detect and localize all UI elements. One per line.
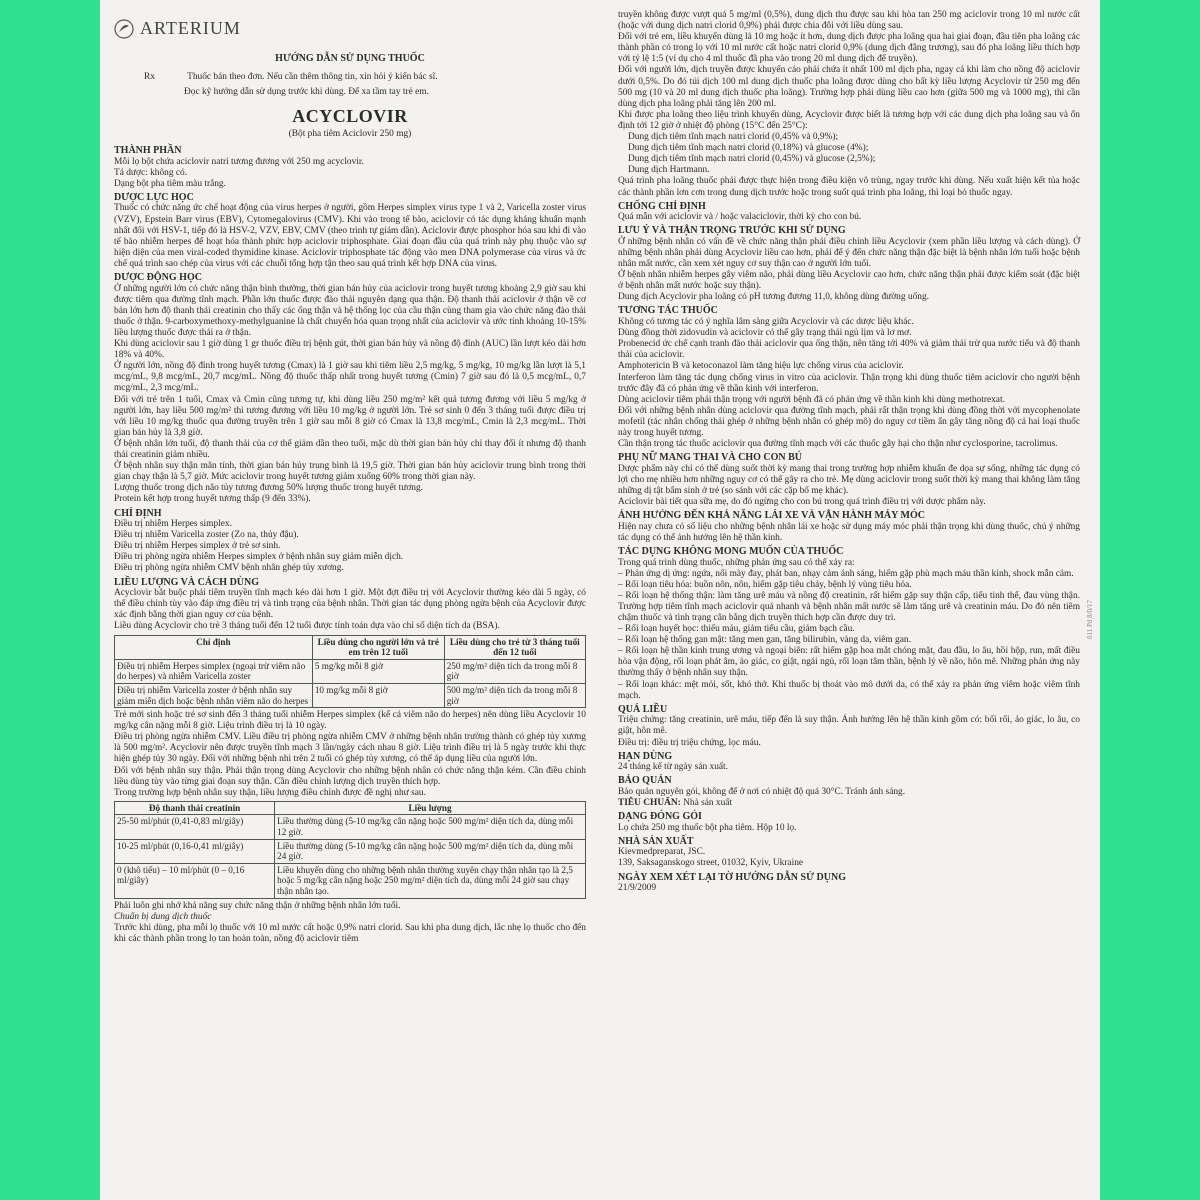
- table-row: [115, 815, 586, 839]
- subheading: Chuẩn bị dung dịch thuốc: [114, 911, 212, 922]
- table-cell: Liều thường dùng (5-10 mg/kg cân nặng hoặc 500 mg/m² diện tích da, dùng mỗi 24 giờ.: [275, 839, 586, 863]
- paragraph: Trước khi dùng, pha mỗi lọ thuốc với 10 ml nước cất hoặc 0,9% natri clorid. Sau khi pha dung dịch, lắc nhẹ lọ thuốc cho đến khi các thành phần trong lọ tan hoàn toàn, nồng độ aciclovir tiêm: [114, 922, 586, 944]
- paragraph: Hiện nay chưa có số liệu cho những bệnh nhân lái xe hoặc sử dụng máy móc phải thận trọng khi dùng thuốc, chú ý những tác dụng có thể ảnh hưởng lên hệ thần kinh.: [618, 521, 1080, 543]
- paragraph: Trong trường hợp bệnh nhân suy thận, liều lượng điều chỉnh được đề nghị như sau.: [114, 787, 426, 798]
- list-item: Dung dịch tiêm tĩnh mạch natri clorid (0,45%) và glucose (2,5%);: [628, 154, 876, 165]
- table-cell: Liều khuyến dùng cho những bệnh nhân thường xuyên chạy thận nhân tạo là 2,5 hoặc 5 mg/kg cân nặng hoặc 250 mg/m² diện tích da, dùng mỗi 24 giờ sau chạy thận nhân tạo.: [275, 863, 586, 898]
- paragraph: Dùng đồng thời zidovudin và aciclovir có thể gây trạng thái ngủ lịm và lơ mơ.: [618, 328, 912, 339]
- section-heading: TIÊU CHUẨN:: [618, 797, 681, 808]
- paragraph: Tá dược: không có.: [114, 167, 188, 178]
- table-row: [115, 659, 586, 683]
- table-header-cell: Độ thanh thải creatinin: [115, 801, 275, 815]
- paragraph: Đối với trẻ em, liều khuyến dùng là 10 mg hoặc ít hơn, dung dịch được pha loãng qua hai giai đoạn, đầu tiên pha loãng các thành phần có trong lọ với 10 ml nước cất hoặc natri clorid 0,9% (dung dịch đẳng trương), sau đó pha loãng liều thích hợp với tỷ lệ 1:5 (ví dụ cho 4 ml thuốc đã pha vào trong 20 ml dung dịch để truyền).: [618, 32, 1080, 65]
- paragraph: Interferon làm tăng tác dụng chống virus in vitro của aciclovir. Thận trọng khi dùng thuốc tiêm aciclovir cho người bệnh trước đây đã có phản ứng về thần kinh với interferon.: [618, 372, 1080, 394]
- brand-name: ARTERIUM: [140, 18, 241, 38]
- paragraph: Mỗi lọ bột chứa aciclovir natri tương đương với 250 mg acyclovir.: [114, 156, 364, 167]
- paragraph: Trong quá trình dùng thuốc, những phản ứng sau có thể xảy ra:: [618, 557, 855, 568]
- print-code: 011 Pd 8/0/17: [1086, 600, 1094, 640]
- table-cell: 10 mg/kg mỗi 8 giờ: [312, 683, 444, 707]
- rx-line-2: Đọc kỹ hướng dẫn sử dụng trước khi dùng. Để xa tầm tay trẻ em.: [184, 87, 429, 97]
- table-cell: Điều trị nhiễm Varicella zoster ở bệnh nhân suy giảm miễn dịch hoặc bệnh nhân viêm não do herpes: [115, 683, 313, 707]
- paragraph: Probenecid ức chế cạnh tranh đào thải aciclovir qua ống thận, nên tăng tới 40% và giảm thải trừ qua nước tiểu và độ thanh thải của aciclovir.: [618, 339, 1080, 361]
- section-heading: TÁC DỤNG KHÔNG MONG MUỐN CỦA THUỐC: [618, 545, 844, 557]
- paragraph: Ở bệnh nhân suy thận mãn tính, thời gian bán hủy trung bình là 19,5 giờ. Thời gian bán hủy aciclovir trung bình trong thời gian chạy thận là 5,7 giờ. Mức aciclovir trong huyết tương giảm xuống 60% trong thời gian này.: [114, 461, 586, 483]
- left-column: [114, 18, 586, 945]
- section-heading: LIỀU LƯỢNG VÀ CÁCH DÙNG: [114, 576, 260, 588]
- list-item: Điều trị nhiễm Herpes simplex.: [114, 519, 232, 530]
- section-heading: CHỐNG CHỈ ĐỊNH: [618, 200, 706, 212]
- table-cell: 10-25 ml/phút (0,16-0,41 ml/giây): [115, 839, 275, 863]
- section-heading: CHỈ ĐỊNH: [114, 507, 162, 519]
- paragraph: Aciclovir bài tiết qua sữa mẹ, do đó ngừng cho con bú trong quá trình điều trị với dược phẩm này.: [618, 497, 986, 508]
- paragraph: Lượng thuốc trong dịch não tủy tương đương 50% lượng thuốc trong huyết tương.: [114, 483, 424, 494]
- paragraph: Liều dùng Acyclovir cho trẻ 3 tháng tuổi đến 12 tuổi được tính toán dựa vào chỉ số diện tích da (BSA).: [114, 621, 500, 632]
- paragraph: Ở người lớn, nồng độ đỉnh trong huyết tương (Cmax) là 1 giờ sau khi tiêm liều 2,5 mg/kg, 5 mg/kg, 10 mg/kg lần lượt là 5,1 mcg/mL, 9,8 mcg/mL, 20,7 mcg/mL. Nồng độ thuốc thấp nhất trong huyết tương (Cmin) 7 giờ sau đó là 0,5 mcg/mL, 0,7 mcg/mL, 2,3 mcg/mL.: [114, 361, 586, 394]
- section-heading: NHÀ SẢN XUẤT: [618, 835, 694, 847]
- paragraph: Triệu chứng: tăng creatinin, urê máu, tiếp đến là suy thận. Ảnh hưởng lên hệ thần kinh gồm có: bối rối, ảo giác, lo âu, co giật, hôn mê.: [618, 715, 1080, 737]
- paragraph: Đối với người lớn, dịch truyền được khuyến cáo phải chứa ít nhất 100 ml dịch pha, ngay cả khi làm cho nồng độ aciclovir dưới 0,5%. Do đó túi dịch 100 ml dung dịch thuốc pha loãng được dùng cho bất kỳ liều lượng Acyclovir từ 250 mg đến 500 mg (10 và 20 ml dung dịch thuốc pha loãng). Trường hợp phải dùng liều cao hơn (giữa 500 mg và 1000 mg), thì cần dùng dịch pha loãng phải tăng lên 200 ml.: [618, 65, 1080, 109]
- table-row: [115, 863, 586, 898]
- paragraph: Ở những bệnh nhân có vấn đề về chức năng thận phải điều chỉnh liều Acyclovir (xem phần liều lượng và cách dùng). Ở những bệnh nhân phải dùng Acyclovir liều cao hơn, phải để ý đến chức năng thận đặc biệt là bệnh nhân lớn tuổi hoặc bệnh nhân mất nước, cần xem xét nguy cơ suy thận cao ở người lớn tuổi.: [618, 236, 1080, 270]
- list-item: Điều trị nhiễm Varicella zoster (Zo na, thủy đậu).: [114, 530, 299, 541]
- paragraph: Trẻ mới sinh hoặc trẻ sơ sinh đến 3 tháng tuổi nhiễm Herpes simplex (kể cả viêm não do herpes) nên dùng liều Acyclovir 10 mg/kg cân nặng mỗi 8 giờ. Liệu trình điều trị là 10 ngày.: [114, 710, 586, 732]
- table-header-cell: Chỉ định: [115, 635, 313, 659]
- revision-date: 21/9/2009: [618, 883, 657, 894]
- paragraph: Bảo quản nguyên gói, không để ở nơi có nhiệt độ quá 30°C. Tránh ánh sáng.: [618, 786, 906, 797]
- list-item: – Phản ứng dị ứng: ngứa, nổi mày đay, phát ban, nhạy cảm ánh sáng, hiếm gặp phù mạch máu thần kinh, shock mẫn cảm.: [618, 568, 1074, 579]
- paragraph: Dung dịch Acyclovir pha loãng có pH tương đương 11,0, không dùng đường uống.: [618, 292, 929, 303]
- leaflet-sheet: [100, 0, 1100, 1200]
- paragraph: Cần thận trọng tác thuốc aciclovir qua đường tĩnh mạch với các thuốc gây hại cho thận như cyclosporine, tacrolimus.: [618, 439, 1058, 450]
- list-item: – Rối loạn huyết học: thiếu máu, giảm tiểu cầu, giảm bạch cầu.: [618, 624, 855, 635]
- rx-label: Rx: [144, 72, 155, 82]
- paragraph: Dược phẩm này chỉ có thể dùng suốt thời kỳ mang thai trong trường hợp nhiễm khuẩn đe dọa sự sống, những tác dụng có lợi cho mẹ nhiều hơn những nguy cơ có thể gây ra cho trẻ. Mẹ dùng aciclovir trong suốt thời kỳ mang thai không làm tăng những dị tật bẩm sinh ở trẻ (so sánh với các cặp bố mẹ khác).: [618, 463, 1080, 496]
- arterium-logo-icon: [114, 19, 134, 39]
- table-cell: 5 mg/kg mỗi 8 giờ: [312, 659, 444, 683]
- table-header-cell: Liều dùng cho trẻ từ 3 tháng tuổi đến 12 tuổi: [444, 635, 585, 659]
- section-heading: BẢO QUẢN: [618, 775, 672, 787]
- list-item: – Rối loạn hệ thần kinh trung ương và ngoại biên: rất hiếm gặp hoa mắt chóng mặt, đau đầu, lo âu, hồi hộp, run, mất điều hòa vận động, rối loạn phát âm, ảo giác, co giật, ngái ngủ, rối loạn tâm thần, bệnh lý về não, hôn mê. Những phản ứng này thường thấy ở bệnh nhân suy thận.: [618, 646, 1080, 679]
- rx-block: [114, 70, 586, 100]
- paragraph: Khi được pha loãng theo liệu trình khuyến dùng, Acyclovir được biết là tương hợp với các dung dịch pha loãng sau và ổn định tới 12 giờ ở nhiệt độ phòng (15°C đến 25°C):: [618, 109, 1080, 131]
- list-item: Dung dịch Hartmann.: [628, 165, 710, 176]
- section-heading: HẠN DÙNG: [618, 750, 673, 762]
- paragraph: Đối với bệnh nhân suy thận. Phải thận trọng dùng Acyclovir cho những bệnh nhân có chức năng thận kém. Cần điều chỉnh liều dùng tùy vào từng giai đoạn suy thận. Cần điều chỉnh lượng dịch truyền thích hợp.: [114, 765, 586, 787]
- section-heading: ẢNH HƯỞNG ĐẾN KHẢ NĂNG LÁI XE VÀ VẬN HÀNH MÁY MÓC: [618, 510, 925, 522]
- product-title: ACYCLOVIR: [292, 106, 408, 126]
- paragraph: Ở những người lớn có chức năng thận bình thường, thời gian bán hủy của aciclovir trong huyết tương khoảng 2,9 giờ sau khi được tiêm qua đường tĩnh mạch. Phần lớn thuốc được đào thải nguyên dạng qua thận. Độ thanh thải aciclovir ở thận về cơ bản lớn hơn độ thanh thải creatinin cho thấy các ống thận và hệ thống lọc của cầu thận cùng tham gia vào chức năng đào thải thuốc ở thận. 9-carboxymethoxy-methylguanine là chất chuyển hóa quan trọng nhất của aciclovir và ước tính khoảng 10-15% liều lượng thuốc được thải ra ở thận.: [114, 283, 586, 338]
- standard-line: [618, 798, 1080, 809]
- list-item: – Rối loạn hệ thống gan mật: tăng men gan, tăng bilirubin, vàng da, viêm gan.: [618, 635, 911, 646]
- paragraph: Dùng aciclovir tiêm phải thận trọng với người bệnh đã có phản ứng về thần kinh khi dùng methotrexat.: [618, 394, 1005, 405]
- paragraph: Quá mẫn với aciclovir và / hoặc valaciclovir, thời kỳ cho con bú.: [618, 212, 862, 223]
- section-heading: QUÁ LIỀU: [618, 703, 668, 715]
- paragraph: Đối với trẻ trên 1 tuổi, Cmax và Cmin cũng tương tự, khi dùng liều 250 mg/m² kết quả tương đương với liều 5 mg/kg ở người lớn, hay liều 500 mg/m² thì tương đương với liều 10 mg/kg ở người lớn. Trẻ sơ sinh 0 đến 3 tháng tuổi được điều trị với liều 10 mg/kg thuốc qua đường truyền trên 1 giờ sau mỗi 8 giờ có Cmax là 13,8 mcg/mL, Cmin là 2,3 mcg/mL. Thời gian bán hủy là 3,8 giờ.: [114, 394, 586, 438]
- table-cell: 25-50 ml/phút (0,41-0,83 ml/giây): [115, 815, 275, 839]
- section-heading: TƯƠNG TÁC THUỐC: [618, 305, 718, 317]
- renal-dose-table: [114, 801, 586, 899]
- section-heading: DƯỢC ĐỘNG HỌC: [114, 272, 202, 284]
- paragraph: Dạng bột pha tiêm màu trắng.: [114, 178, 226, 189]
- rx-line-1: Thuốc bán theo đơn. Nếu cần thêm thông tin, xin hỏi ý kiến bác sĩ.: [187, 72, 438, 82]
- paragraph: Lọ chứa 250 mg thuốc bột pha tiêm. Hộp 10 lọ.: [618, 822, 797, 833]
- section-heading: DẠNG ĐÓNG GÓI: [618, 811, 702, 823]
- table-row: [115, 839, 586, 863]
- list-item: Điều trị nhiễm Herpes simplex ở trẻ sơ sinh.: [114, 541, 281, 552]
- section-heading: THÀNH PHẦN: [114, 145, 182, 156]
- list-item: Điều trị phòng ngừa nhiễm Herpes simplex ở bệnh nhân suy giảm miễn dịch.: [114, 552, 404, 563]
- list-item: Điều trị phòng ngừa nhiễm CMV bệnh nhân ghép tủy xương.: [114, 563, 344, 574]
- table-cell: Liều thường dùng (5-10 mg/kg cân nặng hoặc 500 mg/m² diện tích da, dùng mỗi 12 giờ.: [275, 815, 586, 839]
- paragraph: Amphotericin B và ketoconazol làm tăng hiệu lực chống virus của aciclovir.: [618, 361, 904, 372]
- list-item: – Rối loạn tiêu hóa: buồn nôn, nôn, hiếm gặp tiêu chảy, bệnh lý vùng tiêu hóa.: [618, 579, 912, 590]
- list-item: – Rối loạn khác: mệt mỏi, sốt, khó thở. Khi thuốc bị thoát vào mô dưới da, có thể xảy ra phản ứng viêm hoặc viêm tĩnh mạch.: [618, 679, 1080, 701]
- manufacturer-name: Kievmedpreparat, JSC.: [618, 847, 706, 858]
- table-cell: 250 mg/m² diện tích da trong mỗi 8 giờ: [444, 659, 585, 683]
- section-heading: PHỤ NỮ MANG THAI VÀ CHO CON BÚ: [618, 452, 802, 464]
- paragraph: Protein kết hợp trong huyết tương thấp (9 đến 33%).: [114, 494, 311, 505]
- paragraph: Ở bệnh nhân nhiễm herpes gây viêm não, phải dùng liều Acyclovir cao hơn, chức năng thận phải được kiểm soát (đặc biệt ở bệnh nhân mất nước hoặc suy thận).: [618, 270, 1080, 292]
- paragraph: Thuốc có chức năng ức chế hoạt động của virus herpes ở người, gồm Herpes simplex virus type 1 và 2, Varicella zoster virus (VZV), Epstein Barr virus (EBV), Cytomegalovirus (CMV). Khi vào trong tế bào, aciclovir có tác dụng kháng khuẩn mạnh nhất đối với HSV-1, tiếp đó là HSV-2, VZV, EBV, CMV (theo trình tự giảm dần). Aciclovir được phosphor hóa sau khi đi vào tế bào nhiễm herpes để hoạt hóa thành phức hợp aciclovir triphosphate. Giai đoạn đầu của quá trình này phụ thuộc vào sự hiện diện của men viral-coded thymidine kinase. Aciclovir triphosphate tác động vào men DNA polymerase của virus và ức chế quá trình sao chép của virus với các chuỗi tổng hợp tận theo sau quá trình kết hợp DNA của virus.: [114, 203, 586, 269]
- paragraph: 24 tháng kể từ ngày sản xuất.: [618, 762, 729, 773]
- paragraph: Quá trình pha loãng thuốc phải được thực hiện trong điều kiện vô trùng, ngay trước khi dùng. Nếu xuất hiện kết tủa hoặc các thành phần lơn cơn trong dung dịch trước hoặc trong suốt quá trình pha loãng, thì loại bỏ thuốc ngay.: [618, 176, 1080, 198]
- section-heading: NGÀY XEM XÉT LẠI TỜ HƯỚNG DẪN SỬ DỤNG: [618, 871, 846, 883]
- table-header-cell: Liều dùng cho người lớn và trẻ em trên 12 tuổi: [312, 635, 444, 659]
- table-cell: Điều trị nhiễm Herpes simplex (ngoại trừ viêm não do herpes) và nhiễm Varicella zoster: [115, 659, 313, 683]
- right-column: [618, 10, 1080, 894]
- table-header-cell: Liều lượng: [275, 801, 586, 815]
- product-subtitle: (Bột pha tiêm Aciclovir 250 mg): [288, 129, 412, 139]
- table-header-row: [115, 635, 586, 659]
- paragraph: Đối với những bệnh nhân dùng aciclovir qua đường tĩnh mạch, phải rất thận trọng khi dùng đồng thời với mycophenolate mofetil (tác nhân chống thải ghép ở những bệnh nhân có ghép mô) do nguy cơ tiềm ẩn gây tăng nồng độ cả hai loại thuốc này trong huyết tương.: [618, 405, 1080, 438]
- paragraph: Khi dùng aciclovir sau 1 giờ dùng 1 gr thuốc điều trị bệnh gút, thời gian bán hủy và nồng độ đỉnh (AUC) lần lượt kéo dài hơn 18% và 40%.: [114, 339, 586, 361]
- section-heading: LƯU Ý VÀ THẬN TRỌNG TRƯỚC KHI SỬ DỤNG: [618, 225, 846, 237]
- list-item: Dung dịch tiêm tĩnh mạch natri clorid (0,45% và 0,9%);: [628, 132, 839, 143]
- paragraph: Ở bệnh nhân lớn tuổi, độ thanh thải của cơ thể giảm dần theo tuổi, mặc dù thời gian bán hủy chỉ thay đổi ít nhưng độ thanh thải creatinin giảm nhiều.: [114, 438, 586, 461]
- section-heading: DƯỢC LỰC HỌC: [114, 191, 194, 203]
- brand-logo: [114, 18, 586, 39]
- list-item: Dung dịch tiêm tĩnh mạch natri clorid (0,18%) và glucose (4%);: [628, 143, 869, 154]
- paragraph: Điều trị: điều trị triệu chứng, lọc máu.: [618, 737, 761, 748]
- paragraph: truyền không được vượt quá 5 mg/ml (0,5%), dung dịch thu được sau khi hòa tan 250 mg aciclovir trong 10 ml nước cất (hoặc với dung dịch natri clorid 0,9%) phải được chia đôi với liều dùng sau.: [618, 10, 1080, 32]
- table-header-row: [115, 801, 586, 815]
- table-cell: 500 mg/m² diện tích da trong mỗi 8 giờ: [444, 683, 585, 707]
- paragraph: Phải luôn ghi nhớ khả năng suy chức năng thận ở những bệnh nhân lớn tuổi.: [114, 900, 401, 911]
- manufacturer-address: 139, Saksaganskogo street, 01032, Kyiv, Ukraine: [618, 858, 804, 869]
- doc-title: HƯỚNG DẪN SỬ DỤNG THUỐC: [275, 53, 425, 64]
- table-cell: 0 (khô tiểu) – 10 ml/phút (0 – 0,16 ml/giây): [115, 863, 275, 898]
- table-row: [115, 683, 586, 707]
- paragraph: Acyclovir bắt buộc phải tiêm truyền tĩnh mạch kéo dài hơn 1 giờ. Một đợt điều trị với Acyclovir thường kéo dài 5 ngày, có thể điều chỉnh tùy vào đáp ứng điều trị và tình trạng của bệnh nhân. Thời gian tác dụng phòng ngừa bệnh của Acyclovir được xác định bằng thời gian nguy cơ của bệnh.: [114, 588, 586, 621]
- standard-value: Nhà sản xuất: [683, 797, 733, 808]
- paragraph: Không có tương tác có ý nghĩa lâm sàng giữa Acyclovir và các dược liệu khác.: [618, 317, 914, 328]
- dosage-table: [114, 635, 586, 709]
- list-item: – Rối loạn hệ thống thận: làm tăng urê máu và nồng độ creatinin, rất hiếm gặp suy thận cấp, tiểu tinh thể, đau vùng thận. Trường hợp tiêm tĩnh mạch aciclovir quá nhanh và bệnh nhân mất nước sẽ làm tăng urê và creatinin máu. Do đó nên tiêm chậm thuốc và tình trạng cân bằng dịch truyền thích hợp cần được duy trì.: [618, 590, 1080, 623]
- paragraph: Điều trị phòng ngừa nhiễm CMV. Liều điều trị phòng ngừa nhiễm CMV ở những bệnh nhân trường thành có ghép tủy xương là 500 mg/m². Acyclovir nên được truyền tĩnh mạch 3 lần/ngày cách nhau 8 giờ. Liệu trình điều trị là 5 ngày trước khi thực hiện ghép tủy 30 ngày. Đối với những bệnh nhi trên 2 tuổi có ghép tủy xương, có thể áp dụng liều của người lớn.: [114, 732, 586, 765]
